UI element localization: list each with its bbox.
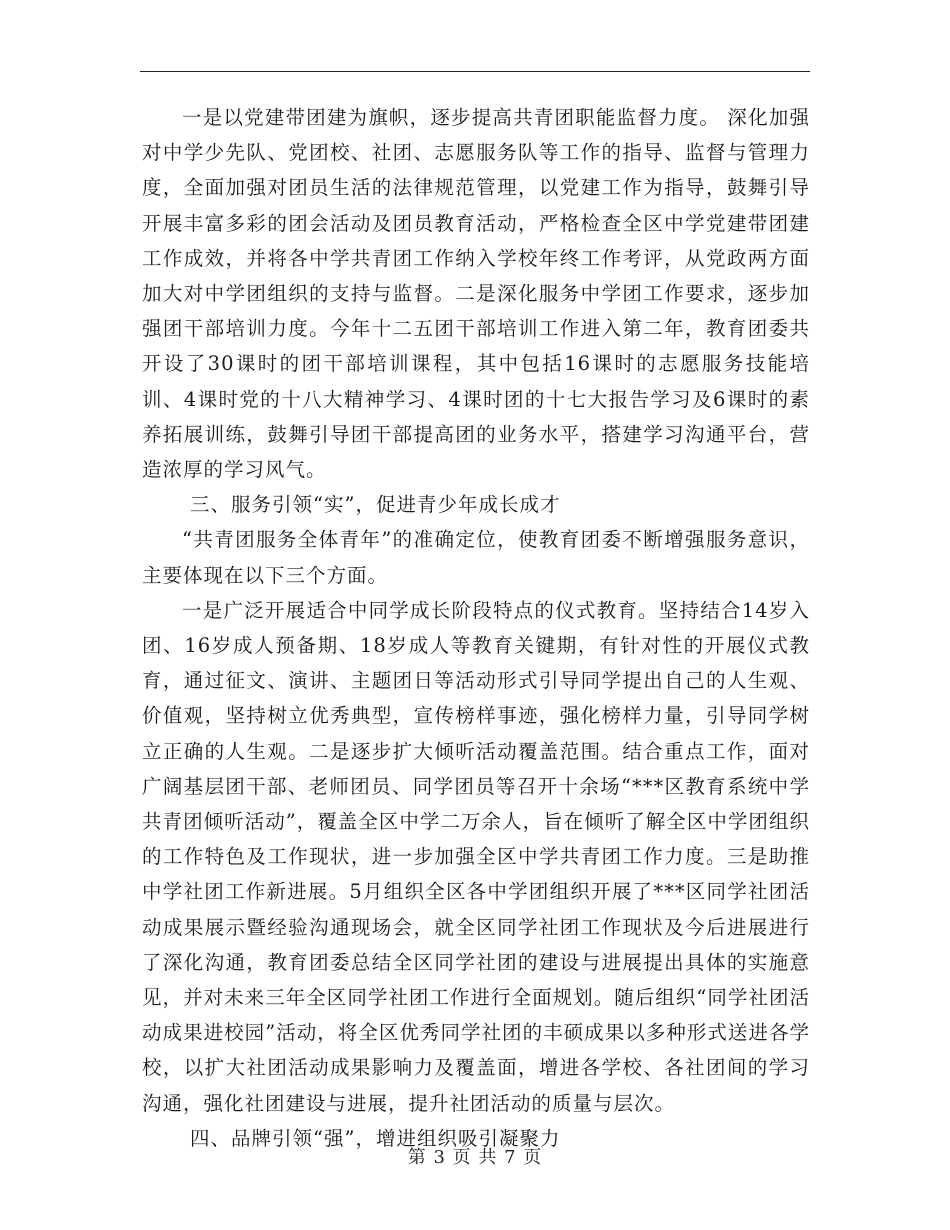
document-body (142, 100, 810, 1156)
body-paragraph-2: “共青团服务全体青年”的准确定位，使教育团委不断增强服务意识，主要体现在以下三个方面。 (142, 528, 810, 587)
section-heading-4: 四、品牌引领“强”，增进组织吸引凝聚力 (190, 1126, 561, 1150)
page-number-footer: 第 3 页 共 7 页 (407, 1147, 543, 1168)
body-paragraph-1: 一是以党建带团建为旗帜，逐步提高共青团职能监督力度。 深化加强对中学少先队、党团校、社团、志愿服务队等工作的指导、监督与管理力度，全面加强对团员生活的法律规范管理，以党建工作为指导，鼓舞引导开展丰富多彩的团会活动及团员教育活动，严格检查全区中学党建带团建工作成效，并将各中学共青团工作纳入学校年终工作考评，从党政两方面加大对中学团组织的支持与监督。二是深化服务中学团工作要求，逐步加强团干部培训力度。今年十二五团干部培训工作进入第二年，教育团委共开设了30课时的团干部培训课程，其中包括16课时的志愿服务技能培训、4课时党的十八大精神学习、4课时团的十七大报告学习及6课时的素养拓展训练，鼓舞引导团干部提高团的业务水平，搭建学习沟通平台，营造浓厚的学习风气。 (142, 106, 810, 482)
body-paragraph-3: 一是广泛开展适合中同学成长阶段特点的仪式教育。坚持结合14岁入团、16岁成人预备期、18岁成人等教育关键期，有针对性的开展仪式教育，通过征文、演讲、主题团日等活动形式引导同学提出自己的人生观、价值观，坚持树立优秀典型，宣传榜样事迹，强化榜样力量，引导同学树立正确的人生观。二是逐步扩大倾听活动覆盖范围。结合重点工作，面对广阔基层团干部、老师团员、同学团员等召开十余场“***区教育系统中学共青团倾听活动”，覆盖全区中学二万余人，旨在倾听了解全区中学团组织的工作特色及工作现状，进一步加强全区中学共青团工作力度。三是助推中学社团工作新进展。5月组织全区各中学团组织开展了***区同学社团活动成果展示暨经验沟通现场会，就全区同学社团工作现状及今后进展进行了深化沟通，教育团委总结全区同学社团的建设与进展提出具体的实施意见，并对未来三年全区同学社团工作进行全面规划。随后组织“同学社团活动成果进校园”活动，将全区优秀同学社团的丰硕成果以多种形式送进各学校，以扩大社团活动成果影响力及覆盖面，增进各学校、各社团间的学习沟通，强化社团建设与进展，提升社团活动的质量与层次。 (142, 598, 810, 1115)
section-heading-3: 三、服务引领“实”，促进青少年成长成才 (190, 493, 561, 517)
header-rule (140, 71, 810, 72)
